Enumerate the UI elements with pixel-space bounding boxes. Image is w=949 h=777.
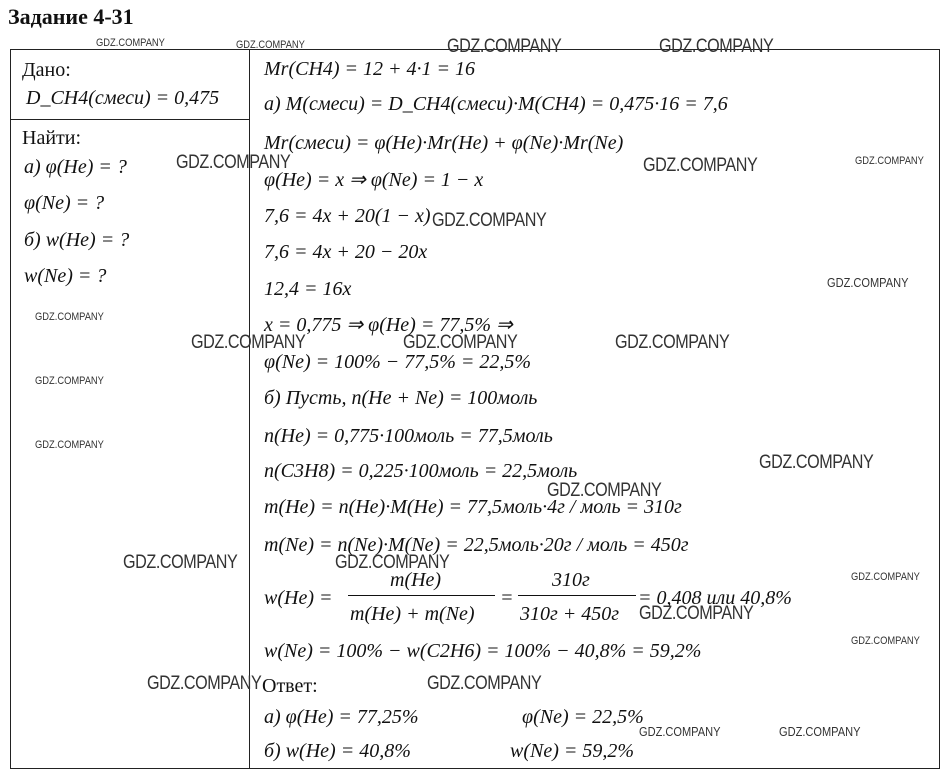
solution-line: 7,6 = 4x + 20(1 − x) bbox=[264, 205, 431, 227]
fraction-bar bbox=[518, 595, 636, 596]
watermark: GDZ.COMPANY bbox=[96, 37, 165, 49]
watermark: GDZ.COMPANY bbox=[615, 332, 730, 353]
find-item: б) w(He) = ? bbox=[24, 229, 130, 251]
answer-item: а) φ(He) = 77,25% bbox=[264, 706, 419, 728]
fraction-numerator: m(He) bbox=[390, 569, 442, 591]
given-find-divider bbox=[10, 119, 249, 120]
watermark: GDZ.COMPANY bbox=[851, 635, 920, 647]
watermark: GDZ.COMPANY bbox=[855, 155, 924, 167]
watermark: GDZ.COMPANY bbox=[403, 332, 518, 353]
answer-item: б) w(He) = 40,8% bbox=[264, 740, 411, 762]
watermark: GDZ.COMPANY bbox=[176, 152, 291, 173]
solution-line: Mr(смеси) = φ(He)·Mr(He) + φ(Ne)·Mr(Ne) bbox=[264, 132, 624, 154]
watermark: GDZ.COMPANY bbox=[236, 39, 305, 51]
watermark: GDZ.COMPANY bbox=[35, 311, 104, 323]
fraction-lhs: w(He) = bbox=[264, 587, 333, 609]
fraction-result: = 0,408 или 40,8% bbox=[638, 587, 792, 609]
find-item: w(Ne) = ? bbox=[24, 265, 107, 287]
fraction-denominator: m(He) + m(Ne) bbox=[350, 603, 475, 625]
solution-line: φ(Ne) = 100% − 77,5% = 22,5% bbox=[264, 351, 532, 373]
solution-line: б) Пусть, n(He + Ne) = 100моль bbox=[264, 387, 538, 409]
solution-line: φ(He) = x ⇒ φ(Ne) = 1 − x bbox=[264, 169, 484, 191]
watermark: GDZ.COMPANY bbox=[35, 439, 104, 451]
solution-line: w(Ne) = 100% − w(C2H6) = 100% − 40,8% = 59,2% bbox=[264, 640, 702, 662]
solution-line: 12,4 = 16x bbox=[264, 278, 352, 300]
watermark: GDZ.COMPANY bbox=[643, 155, 758, 176]
fraction-denominator: 310г + 450г bbox=[520, 603, 620, 625]
solution-line: m(He) = n(He)·M(He) = 77,5моль·4г / моль = 310г bbox=[264, 496, 682, 518]
solution-line: Mr(CH4) = 12 + 4·1 = 16 bbox=[264, 58, 476, 80]
watermark: GDZ.COMPANY bbox=[427, 673, 542, 694]
fraction-equals: = bbox=[500, 587, 514, 609]
watermark: GDZ.COMPANY bbox=[123, 552, 238, 573]
watermark: GDZ.COMPANY bbox=[779, 724, 861, 739]
solution-line: n(He) = 0,775·100моль = 77,5моль bbox=[264, 425, 553, 447]
given-header: Дано: bbox=[22, 59, 71, 81]
watermark: GDZ.COMPANY bbox=[639, 603, 754, 624]
watermark: GDZ.COMPANY bbox=[432, 210, 547, 231]
answer-item: φ(Ne) = 22,5% bbox=[522, 706, 644, 728]
solution-line: m(Ne) = n(Ne)·M(Ne) = 22,5моль·20г / моль = 450г bbox=[264, 534, 689, 556]
watermark: GDZ.COMPANY bbox=[659, 36, 774, 57]
answer-item: w(Ne) = 59,2% bbox=[510, 740, 635, 762]
find-item: φ(Ne) = ? bbox=[24, 192, 105, 214]
watermark: GDZ.COMPANY bbox=[447, 36, 562, 57]
watermark: GDZ.COMPANY bbox=[639, 724, 721, 739]
watermark: GDZ.COMPANY bbox=[147, 673, 262, 694]
find-item: а) φ(He) = ? bbox=[24, 156, 127, 178]
watermark: GDZ.COMPANY bbox=[35, 375, 104, 387]
solution-line: x = 0,775 ⇒ φ(He) = 77,5% ⇒ bbox=[264, 314, 513, 336]
answer-header: Ответ: bbox=[262, 675, 318, 697]
fraction-bar bbox=[348, 595, 495, 596]
watermark: GDZ.COMPANY bbox=[827, 275, 909, 290]
watermark: GDZ.COMPANY bbox=[547, 480, 662, 501]
task-title: Задание 4-31 bbox=[8, 4, 134, 29]
solution-line: 7,6 = 4x + 20 − 20x bbox=[264, 241, 428, 263]
solution-line: а) M(смеси) = D_CH4(смеси)·M(CH4) = 0,475·16 = 7,6 bbox=[264, 93, 728, 115]
solution-line: n(C3H8) = 0,225·100моль = 22,5моль bbox=[264, 460, 578, 482]
watermark: GDZ.COMPANY bbox=[335, 552, 450, 573]
watermark: GDZ.COMPANY bbox=[191, 332, 306, 353]
fraction-numerator: 310г bbox=[552, 569, 590, 591]
watermark: GDZ.COMPANY bbox=[851, 571, 920, 583]
find-header: Найти: bbox=[22, 127, 82, 149]
watermark: GDZ.COMPANY bbox=[759, 452, 874, 473]
given-density: D_CH4(смеси) = 0,475 bbox=[26, 87, 220, 109]
